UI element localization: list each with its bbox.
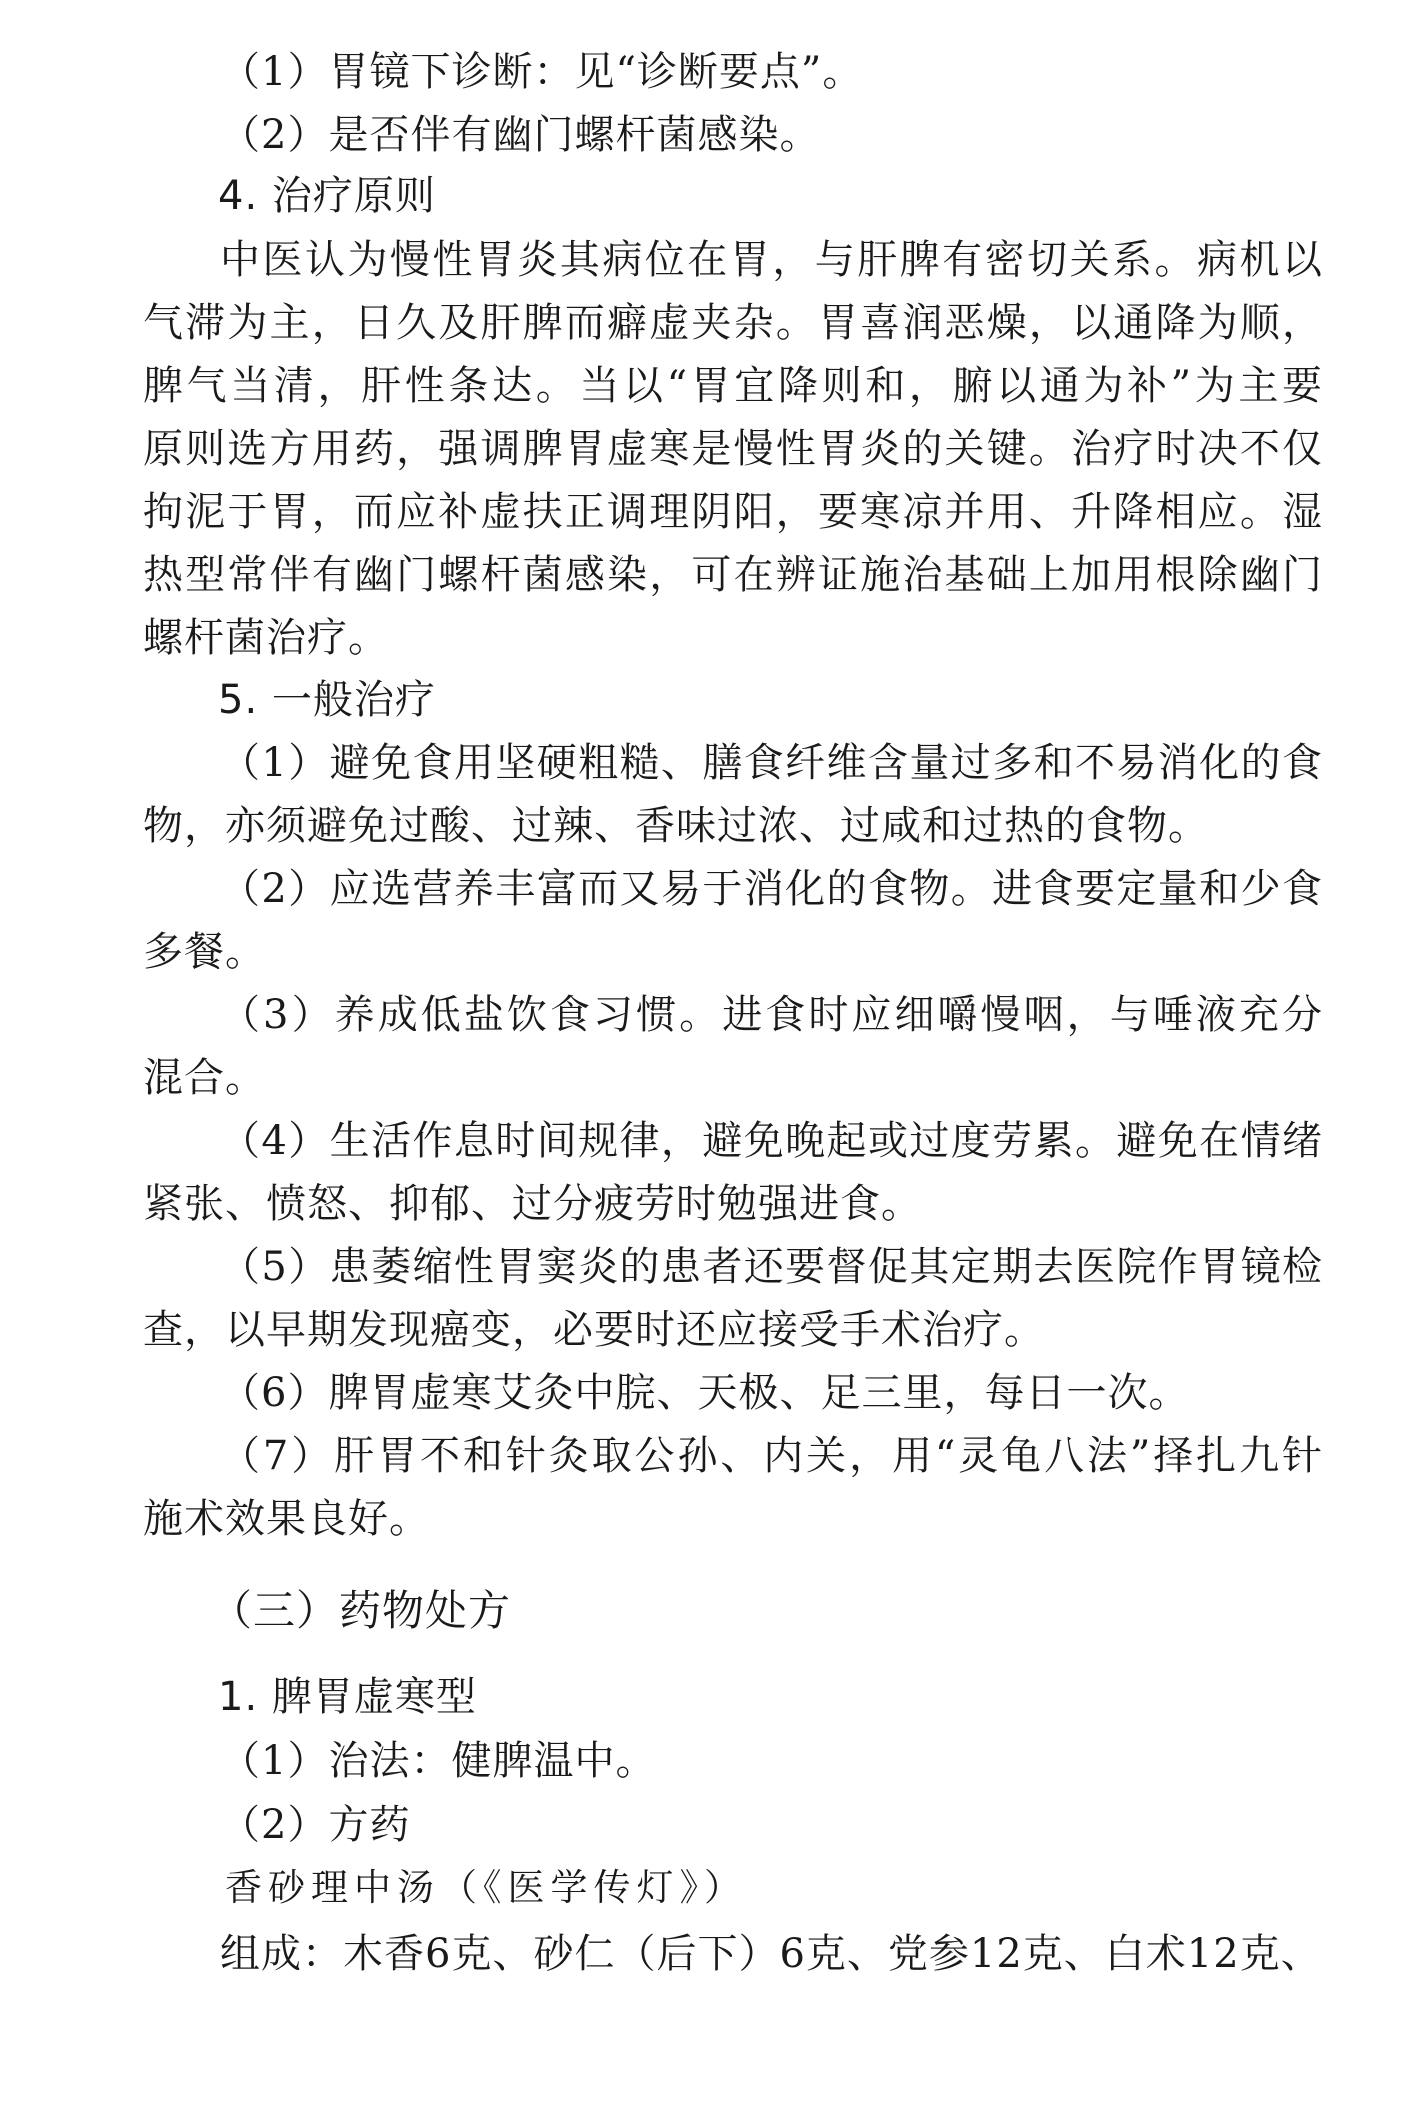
- paragraph-line: 原则选方用药，强调脾胃虚寒是慢性胃炎的关键。治疗时决不仅: [143, 426, 1323, 472]
- list-item-line: 查，以早期发现癌变，必要时还应接受手术治疗。: [143, 1307, 1045, 1353]
- formula-name: 香砂理中汤（《医学传灯》）: [225, 1866, 747, 1909]
- diagnosis-item-2: （2）是否伴有幽门螺杆菌感染。: [220, 112, 821, 158]
- section-heading-prescription: （三）药物处方: [210, 1586, 512, 1635]
- list-item-line: （4）生活作息时间规律，避免晚起或过度劳累。避免在情绪: [220, 1118, 1323, 1164]
- section-heading-treatment-principle: 4. 治疗原则: [218, 173, 436, 219]
- diagnosis-item-1: （1）胃镜下诊断：见“诊断要点”。: [220, 49, 864, 95]
- paragraph-line: 螺杆菌治疗。: [143, 615, 389, 661]
- treatment-method: （1）治法：健脾温中。: [220, 1738, 657, 1784]
- list-item-line: 施术效果良好。: [143, 1496, 430, 1542]
- sub-heading-spleen-stomach-deficiency-cold: 1. 脾胃虚寒型: [218, 1674, 477, 1720]
- paragraph-line: 拘泥于胃，而应补虚扶正调理阴阳，要寒凉并用、升降相应。湿: [143, 489, 1323, 535]
- paragraph-line: 中医认为慢性胃炎其病位在胃，与肝脾有密切关系。病机以: [220, 237, 1323, 283]
- list-item-line: 混合。: [143, 1055, 266, 1101]
- section-heading-general-treatment: 5. 一般治疗: [218, 677, 436, 723]
- formula-composition: 组成：木香6克、砂仁（后下）6克、党参12克、白术12克、: [220, 1931, 1322, 1977]
- list-item-line: （5）患萎缩性胃窦炎的患者还要督促其定期去医院作胃镜检: [220, 1244, 1323, 1290]
- list-item-line: 多餐。: [143, 929, 266, 975]
- list-item-line: 紧张、愤怒、抑郁、过分疲劳时勉强进食。: [143, 1181, 922, 1227]
- list-item-line: （1）避免食用坚硬粗糙、膳食纤维含量过多和不易消化的食: [220, 740, 1323, 786]
- list-item-line: （6）脾胃虚寒艾灸中脘、天极、足三里，每日一次。: [220, 1370, 1190, 1416]
- list-item-line: 物，亦须避免过酸、过辣、香味过浓、过咸和过热的食物。: [143, 803, 1209, 849]
- list-item-line: （3）养成低盐饮食习惯。进食时应细嚼慢咽，与唾液充分: [220, 992, 1323, 1038]
- list-item-line: （2）应选营养丰富而又易于消化的食物。进食要定量和少食: [220, 866, 1323, 912]
- formula-label: （2）方药: [220, 1802, 411, 1848]
- paragraph-line: 气滞为主，日久及肝脾而癖虚夹杂。胃喜润恶燥，以通降为顺，: [143, 300, 1323, 346]
- paragraph-line: 脾气当清，肝性条达。当以“胃宜降则和，腑以通为补”为主要: [143, 363, 1323, 409]
- paragraph-line: 热型常伴有幽门螺杆菌感染，可在辨证施治基础上加用根除幽门: [143, 552, 1323, 598]
- list-item-line: （7）肝胃不和针灸取公孙、内关，用“灵龟八法”择扎九针: [220, 1433, 1323, 1479]
